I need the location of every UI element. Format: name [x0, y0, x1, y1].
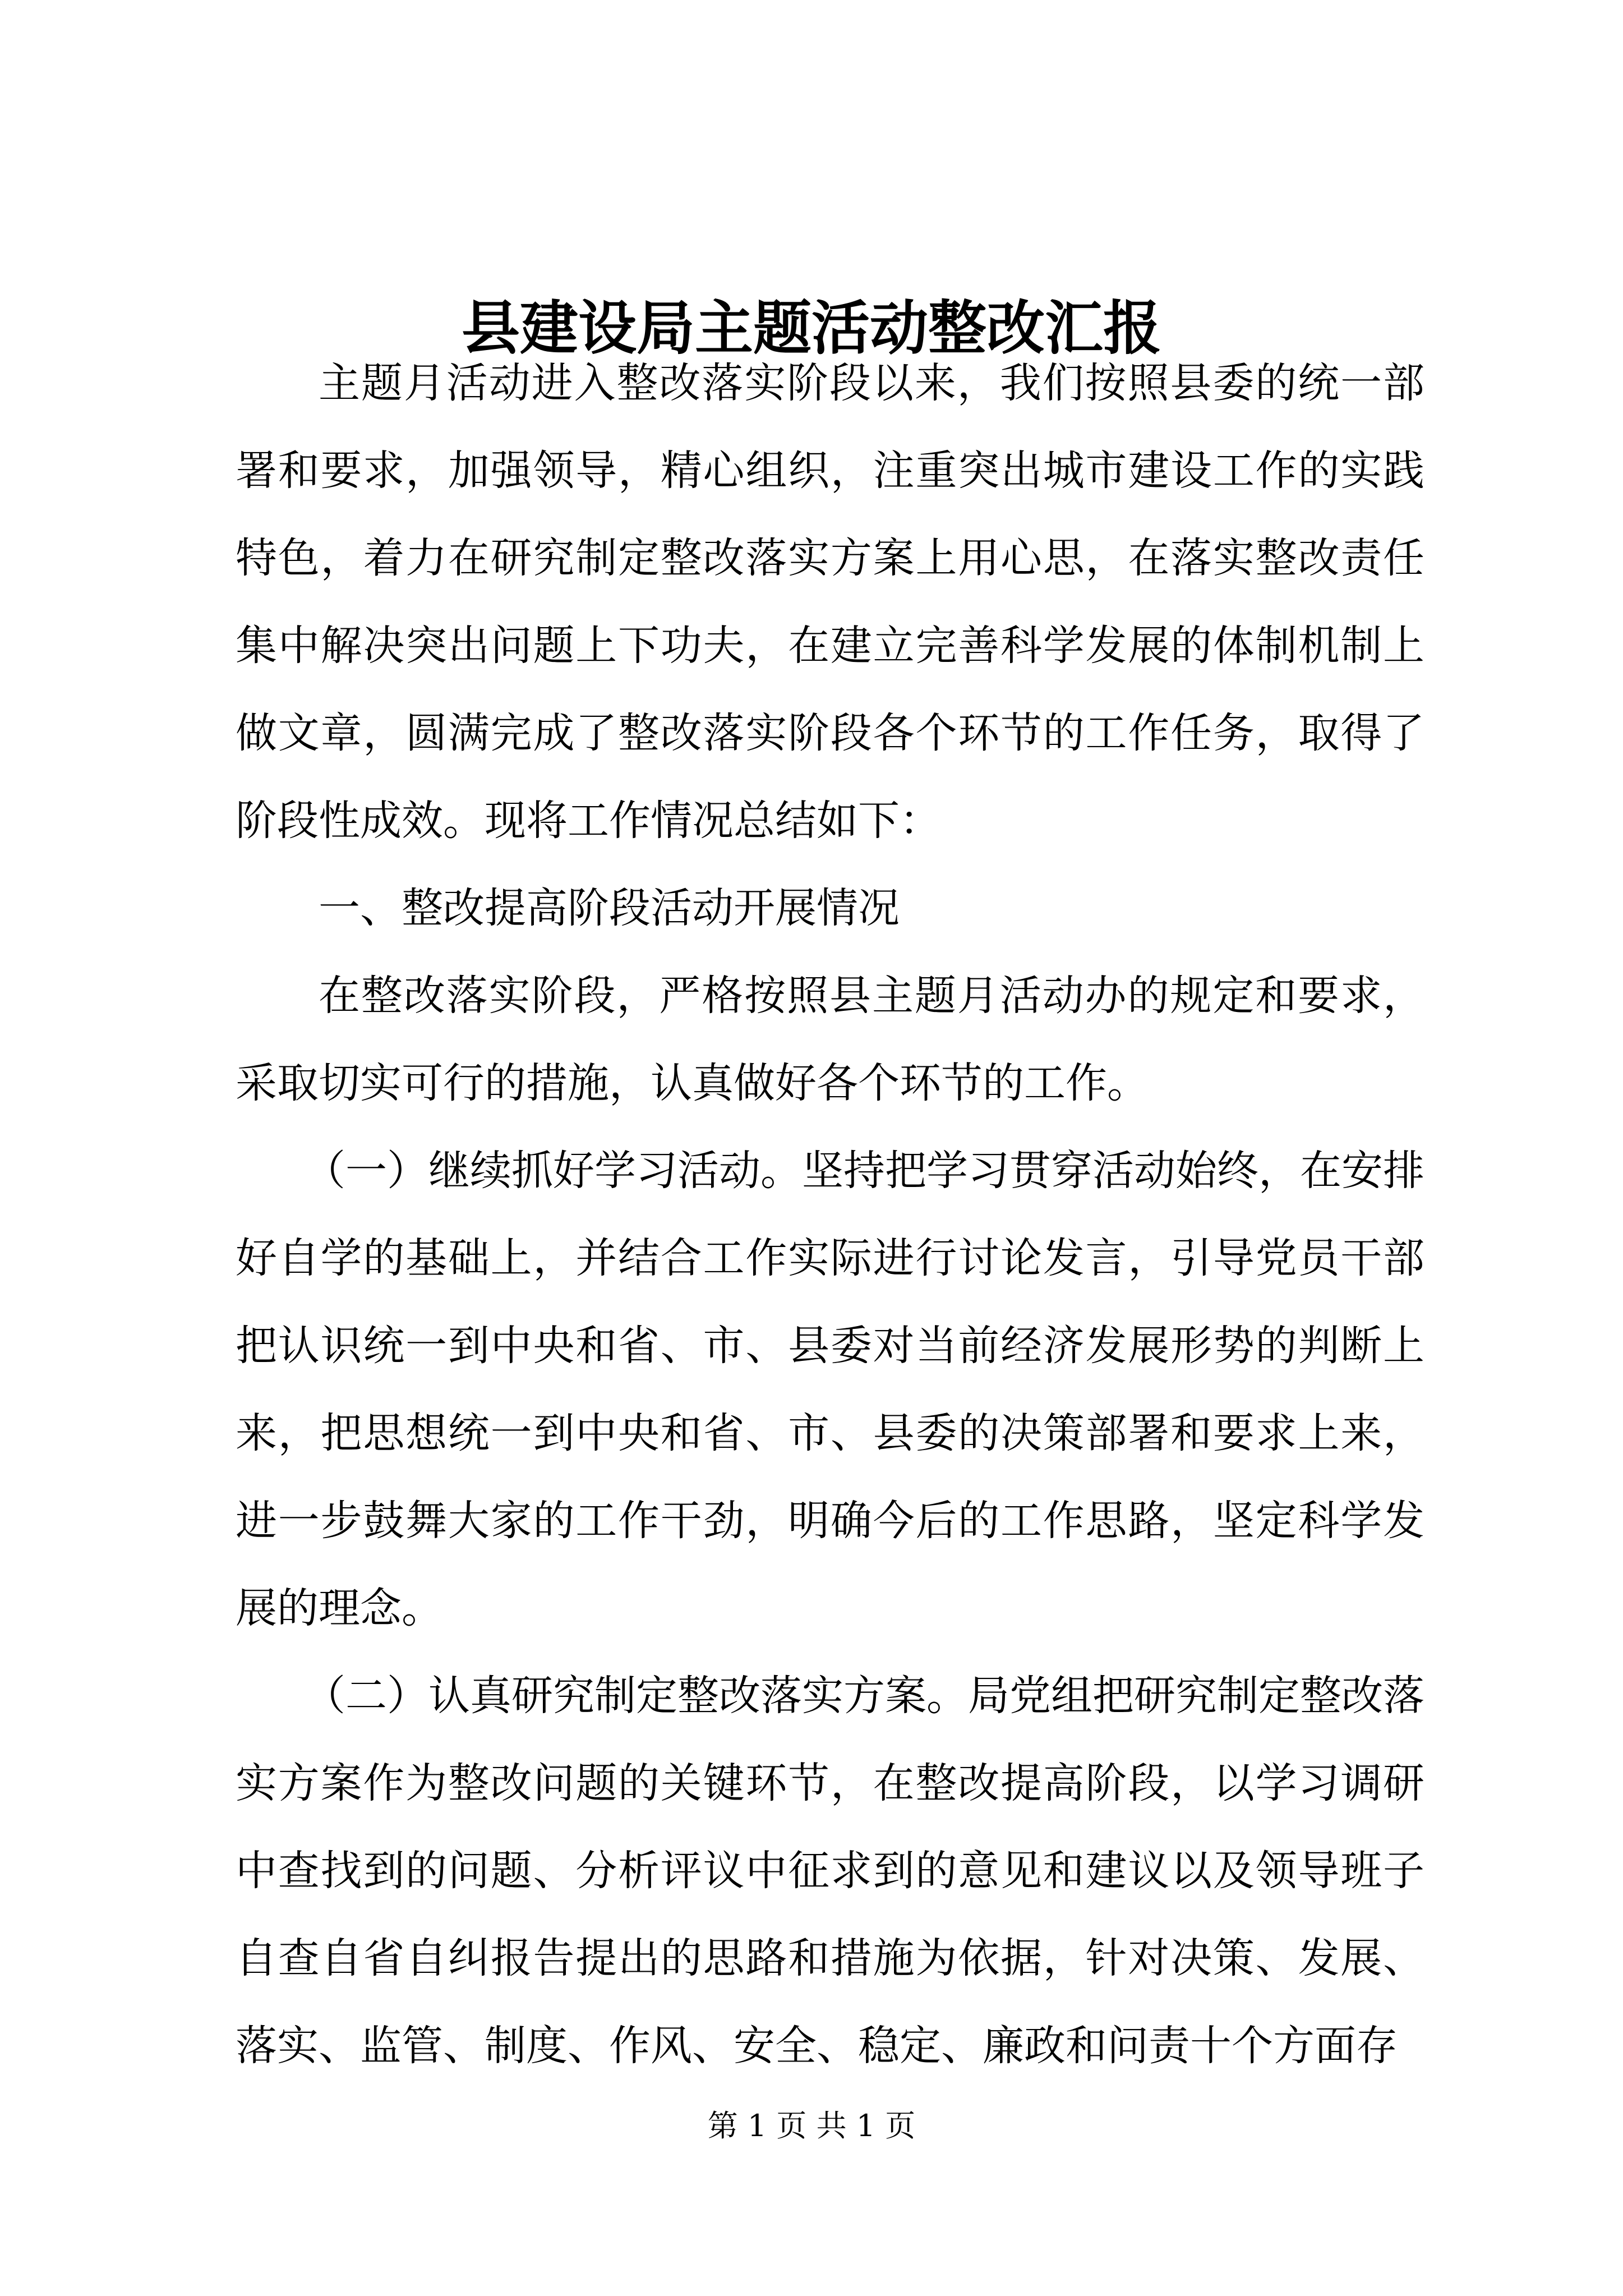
paragraph-item-1: （一）继续抓好学习活动。坚持把学习贯穿活动始终，在安排好自学的基础上，并结合工作实际进行讨论发言，引导党员干部把认识统一到中央和省、市、县委对当前经济发展形势的判断上来，把思想统一到中央和省、市、县委的决策部署和要求上来，进一步鼓舞大家的工作干劲，明确今后的工作思路，坚定科学发展的理念。: [236, 1147, 1424, 1632]
paragraph-item-2: （二）认真研究制定整改落实方案。局党组把研究制定整改落实方案作为整改问题的关键环节，在整改提高阶段，以学习调研中查找到的问题、分析评议中征求到的意见和建议以及领导班子自查自省自纠报告提出的思路和措施为依据，针对决策、发展、落实、监管、制度、作风、安全、稳定、廉政和问责十个方面存: [236, 1672, 1424, 2070]
document-body: [236, 339, 1424, 2090]
paragraph-section-1: 在整改落实阶段，严格按照县主题月活动办的规定和要求，采取切实可行的措施，认真做好各个环节的工作。: [236, 972, 1424, 1107]
paragraph-intro: 主题月活动进入整改落实阶段以来，我们按照县委的统一部署和要求，加强领导，精心组织，注重突出城市建设工作的实践特色，着力在研究制定整改落实方案上用心思，在落实整改责任集中解决突出问题上下功夫，在建立完善科学发展的体制机制上做文章，圆满完成了整改落实阶段各个环节的工作任务，取得了阶段性成效。现将工作情况总结如下：: [236, 359, 1424, 845]
page-footer: 第 1 页 共 1 页: [707, 2108, 916, 2143]
document-title: 县建设局主题活动整改汇报: [461, 293, 1161, 362]
section-heading-1: 一、整改提高阶段活动开展情况: [319, 884, 900, 932]
